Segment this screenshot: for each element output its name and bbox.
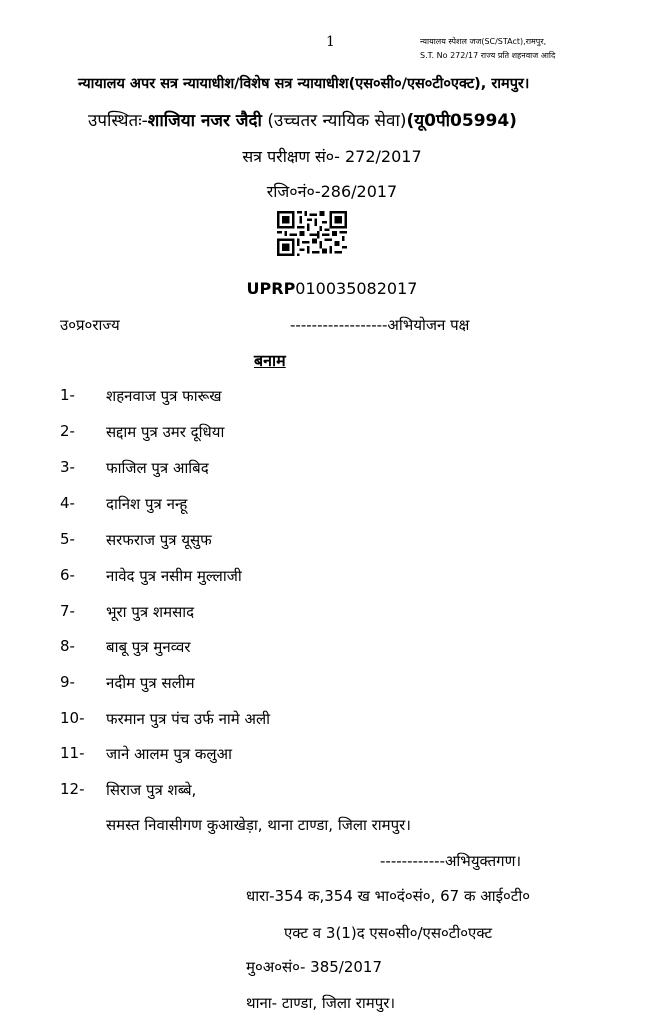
accused-number: 4-	[60, 494, 75, 512]
accused-name: फाजिल पुत्र आबिद	[106, 459, 209, 477]
registration-number: रजि०नं०-286/2017	[266, 182, 398, 201]
accused-number: 5-	[60, 530, 75, 548]
presiding-prefix: उपस्थितः-	[88, 111, 148, 131]
accused-number: 10-	[60, 709, 85, 727]
qr-code	[277, 211, 347, 256]
accused-name: भूरा पुत्र शमसाद	[106, 603, 195, 621]
prosecution-party: ------------------अभियोजन पक्ष	[290, 316, 470, 334]
accused-name: नावेद पुत्र नसीम मुल्लाजी	[106, 567, 242, 585]
accused-number: 12-	[60, 780, 85, 798]
accused-number: 2-	[60, 422, 75, 440]
accused-name: सिराज पुत्र शब्बे,	[106, 781, 197, 799]
police-station: थाना- टाण्डा, जिला रामपुर।	[246, 994, 396, 1012]
header-note-line1: न्यायालय स्पेशल जज(SC/STAct),रामपुर,	[420, 37, 547, 46]
accused-name: दानिश पुत्र नन्हू	[106, 495, 188, 513]
sections-line1: धारा-354 क,354 ख भा०दं०सं०, 67 क आई०टी०	[246, 887, 531, 905]
accused-name: फरमान पुत्र पंच उर्फ नामे अली	[106, 710, 271, 728]
trial-number: सत्र परीक्षण सं०- 272/2017	[242, 147, 422, 166]
accused-number: 1-	[60, 386, 75, 404]
residence-line: समस्त निवासीगण कुआखेड़ा, थाना टाण्डा, जिला रामपुर।	[106, 816, 411, 834]
versus-heading: बनाम	[254, 351, 286, 370]
accused-number: 8-	[60, 637, 75, 655]
accused-number: 9-	[60, 673, 75, 691]
accused-number: 6-	[60, 566, 75, 584]
header-note-line2: S.T. No 272/17 राज्य प्रति शहनवाज आदि	[420, 51, 556, 60]
accused-number: 3-	[60, 458, 75, 476]
accused-name: सरफराज पुत्र यूसुफ	[106, 531, 212, 549]
cnr-prefix: UPRP	[246, 279, 296, 298]
accused-name: जाने आलम पुत्र कलुआ	[106, 745, 232, 763]
accused-number: 11-	[60, 744, 85, 762]
presiding-officer	[88, 108, 517, 131]
cnr-digits: 010035082017	[295, 279, 418, 298]
accused-number: 7-	[60, 602, 75, 620]
presiding-service: (उच्चतर न्यायिक सेवा)	[261, 111, 407, 131]
cnr-number	[0, 279, 664, 298]
accused-party-label: ------------अभियुक्तगण।	[380, 852, 522, 870]
accused-name: सद्दाम पुत्र उमर दूधिया	[106, 423, 225, 441]
case-crime-number: मु०अ०सं०- 385/2017	[246, 958, 383, 976]
accused-name: शहनवाज पुत्र फारूख	[106, 387, 222, 405]
accused-name: बाबू पुत्र मुनव्वर	[106, 638, 191, 656]
prosecution-state: उ०प्र०राज्य	[60, 316, 120, 334]
presiding-name: शाजिया नजर जैदी	[147, 111, 262, 131]
sections-line2: एक्ट व 3(1)द एस०सी०/एस०टी०एक्ट	[284, 924, 493, 942]
presiding-code: (यू0पी05994)	[406, 111, 517, 131]
accused-name: नदीम पुत्र सलीम	[106, 674, 195, 692]
page-number: 1	[326, 34, 335, 50]
court-title: न्यायालय अपर सत्र न्यायाधीश/विशेष सत्र न्यायाधीश(एस०सी०/एस०टी०एक्ट), रामपुर।	[78, 76, 530, 92]
